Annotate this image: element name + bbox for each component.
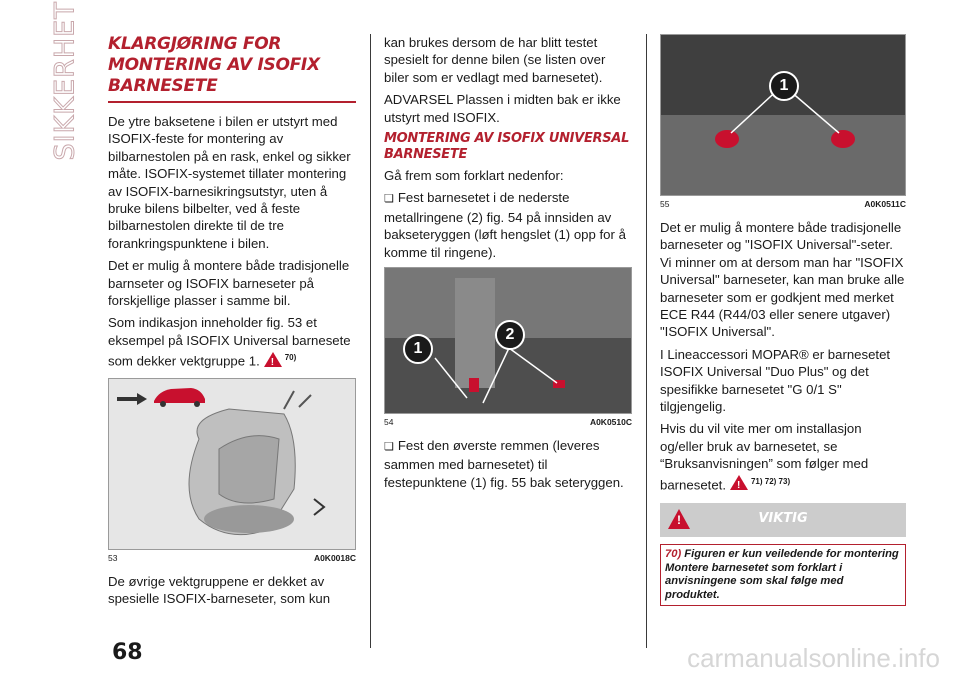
child-seat-illustration bbox=[109, 379, 355, 549]
watermark: carmanualsonline.info bbox=[687, 643, 940, 673]
note-reference[interactable]: 71) 72) 73) bbox=[750, 476, 791, 486]
chapter-tab-label: SIKKERHET bbox=[49, 1, 81, 161]
figure-number: 53 bbox=[108, 553, 118, 564]
heading-rule bbox=[108, 101, 356, 103]
figure-number: 55 bbox=[660, 199, 670, 209]
figure-54 bbox=[384, 267, 632, 414]
page-number: 68 bbox=[112, 640, 143, 665]
paragraph: Som indikasjon inneholder fig. 53 et eksempel på ISOFIX Universal barnesete som dekker vektgruppe 1.! $^{70)}$ bbox=[108, 314, 356, 370]
figure-55 bbox=[660, 34, 906, 196]
step-item: ❏ Fest den øverste remmen (leveres sammen med barnesetet) til festepunktene (1) fig. 55 bak seteryggen. bbox=[384, 437, 632, 491]
callout-1: 1 bbox=[769, 71, 799, 101]
column-right bbox=[660, 34, 906, 606]
paragraph: Gå frem som forklart nedenfor: bbox=[384, 168, 564, 184]
section-heading: KLARGJØRING FOR MONTERING AV ISOFIX BARNESETE bbox=[108, 34, 320, 96]
important-banner bbox=[660, 503, 906, 537]
figure-number: 54 bbox=[384, 417, 394, 428]
warning-icon bbox=[730, 475, 748, 490]
column-left bbox=[108, 34, 356, 613]
paragraph: Hvis du vil vite mer om installasjon og/eller bruk av barnesetet, se “Bruksanvisningen” som følger med barnesetet.! $^{71) 72) 73)}$ bbox=[660, 420, 906, 493]
warning-icon bbox=[264, 352, 282, 367]
paragraph: Det er mulig å montere både tradisjonelle barnseter og ISOFIX barneseter på forskjellige plasser i samme bil. bbox=[108, 258, 350, 309]
callout-2: 2 bbox=[495, 320, 525, 350]
paragraph: ADVARSEL Plassen i midten bak er ikke utstyrt med ISOFIX. bbox=[384, 92, 621, 125]
paragraph: I Lineaccessori MOPAR® er barnesetet ISOFIX Universal "Duo Plus" og det spesifikke barnesetet "G 0/1 S" tilgjengelig. bbox=[660, 346, 891, 415]
top-tether-photo bbox=[661, 35, 905, 195]
note-text: Figuren er kun veiledende for montering Montere barnesetet som forklart i anvisningene som skal følge med produktet. bbox=[665, 548, 899, 601]
figure-caption bbox=[384, 417, 632, 427]
warning-note bbox=[660, 544, 906, 606]
chapter-tab bbox=[49, 1, 81, 161]
paragraph: De øvrige vektgruppene er dekket av spesielle ISOFIX-barneseter, som kun bbox=[108, 574, 331, 607]
figure-caption bbox=[108, 553, 356, 563]
column-divider bbox=[646, 34, 647, 648]
note-number: 70) bbox=[665, 548, 682, 561]
figure-code: A0K0510C bbox=[589, 417, 632, 428]
paragraph: Det er mulig å montere både tradisjonelle barneseter og "ISOFIX Universal"-seter. Vi minner om at dersom man har "ISOFIX Universal" barneseter, kan man bruke alle barneseter som er godkjent med merket ECE R44 (R44/03 eller senere utgaver) "ISOFIX Universal". bbox=[660, 220, 905, 340]
paragraph: kan brukes dersom de har blitt testet spesielt for denne bilen (se listen over biler som er vedlagt med barnesetet). bbox=[384, 35, 606, 85]
figure-caption bbox=[660, 199, 906, 209]
figure-53 bbox=[108, 378, 356, 550]
important-label: VIKTIG bbox=[758, 511, 808, 527]
step-item: ❏ Fest barnesetet i de nederste metallringene (2) fig. 54 på innsiden av bakseteryggen (løft hengslet (1) opp for å komme til ringene). bbox=[384, 189, 632, 261]
note-reference[interactable]: 70) bbox=[284, 353, 297, 363]
paragraph: De ytre baksetene i bilen er utstyrt med ISOFIX-feste for montering av bilbarnestolen på en rask, enkel og sikker måte. ISOFIX-systemet tillater montering av ISOFIX-barnesikringsutstyr, uten å bruke bilens bilbelter, ved å feste bilbarnestolen direkte til de tre forankringspunktene i bilen. bbox=[108, 114, 351, 251]
column-divider bbox=[370, 34, 371, 648]
callout-1: 1 bbox=[403, 334, 433, 364]
column-middle bbox=[384, 34, 632, 496]
figure-code: A0K0018C bbox=[313, 553, 356, 564]
subsection-heading: MONTERING AV ISOFIX UNIVERSAL BARNESETE bbox=[384, 131, 630, 163]
figure-code: A0K0511C bbox=[864, 199, 906, 209]
